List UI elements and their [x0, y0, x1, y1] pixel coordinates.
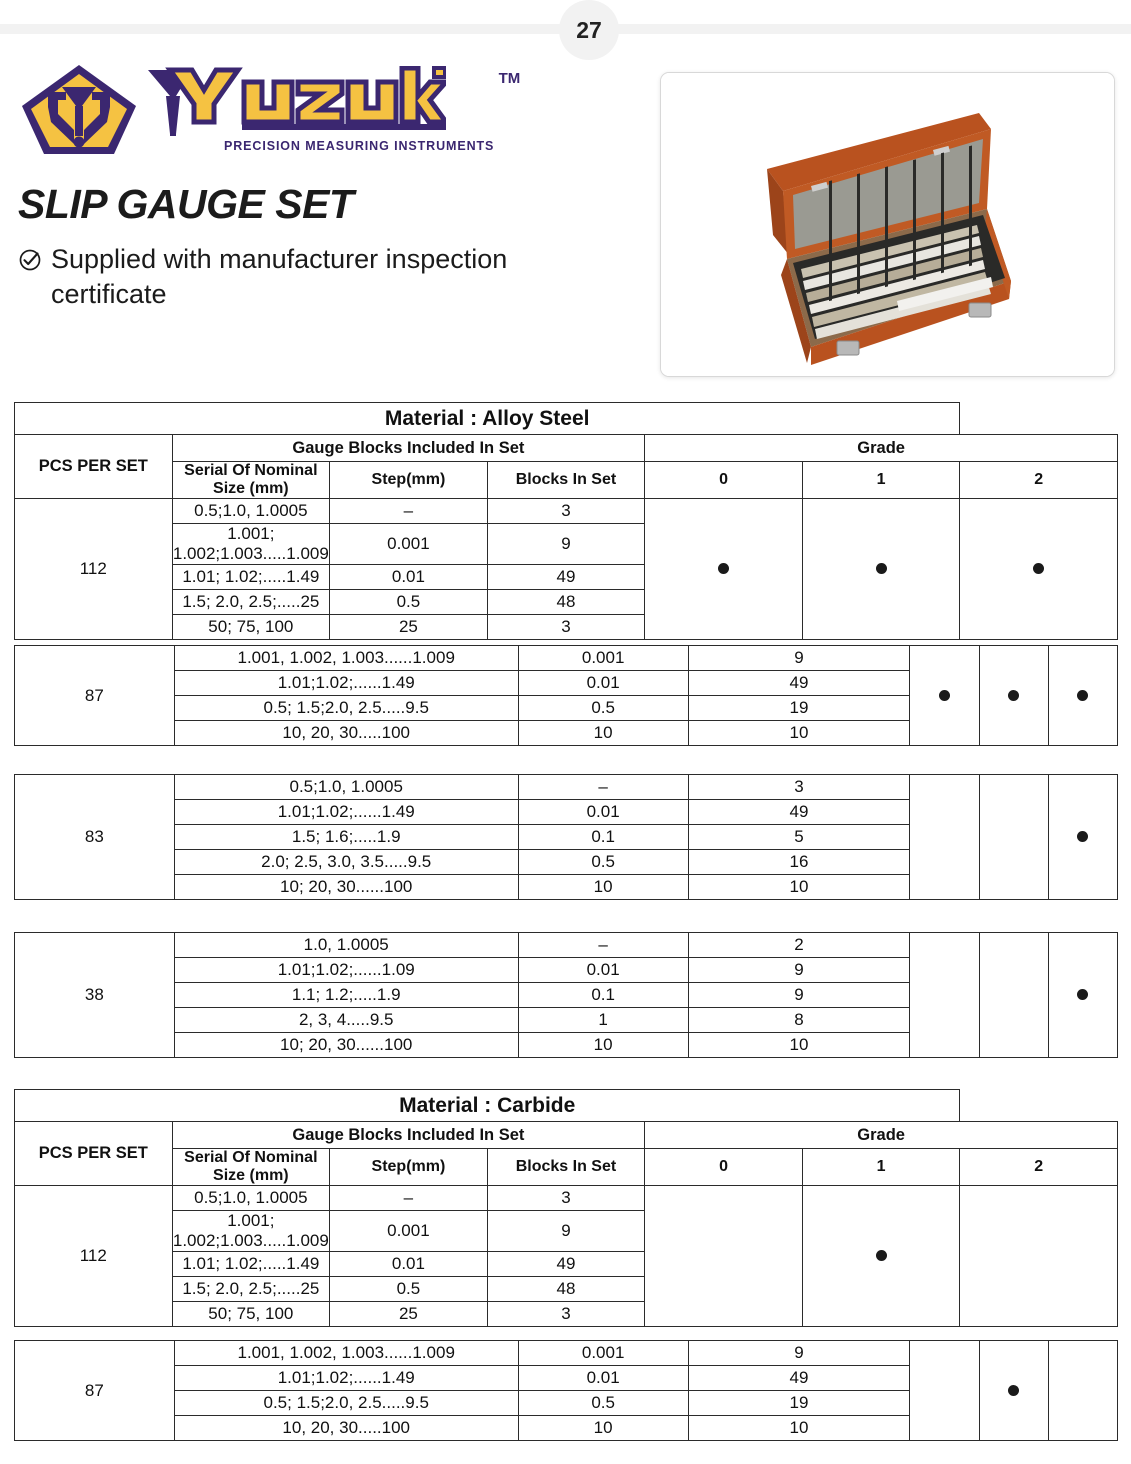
- material-header-row: [15, 403, 1118, 435]
- blocks-value: 3: [688, 775, 910, 800]
- grade-0-cell: [645, 499, 803, 640]
- step-value: 0.01: [518, 671, 688, 696]
- step-value: 10: [518, 1033, 688, 1058]
- grade-dot: [1077, 690, 1088, 701]
- spec-table-alloy-38: [14, 932, 1118, 1058]
- grade-dot: [1008, 1385, 1019, 1396]
- step-value: 25: [330, 1302, 488, 1327]
- grade-dot: [1077, 831, 1088, 842]
- material-header-row: [15, 1090, 1118, 1122]
- grade-dot: [876, 1250, 887, 1261]
- col-step: Step(mm): [330, 1149, 488, 1186]
- blocks-value: 16: [688, 850, 910, 875]
- col-grade: Grade: [645, 1122, 1118, 1149]
- grade-1-cell: [979, 933, 1048, 1058]
- grade-1-cell: [802, 499, 960, 640]
- step-value: –: [330, 1186, 488, 1211]
- serial-value: 1.1; 1.2;.....1.9: [174, 983, 518, 1008]
- step-value: –: [518, 775, 688, 800]
- grade-2-cell: [960, 499, 1118, 640]
- serial-value: 1.01;1.02;......1.09: [174, 958, 518, 983]
- serial-value: 1.0, 1.0005: [174, 933, 518, 958]
- col-blocks-in-set: Blocks In Set: [487, 1149, 645, 1186]
- trademark-symbol: TM: [498, 70, 521, 87]
- col-serial: Serial Of Nominal Size (mm): [172, 1149, 330, 1186]
- table-row: [15, 933, 1118, 958]
- pcs-value: 87: [15, 646, 175, 746]
- grade-1-cell: [979, 646, 1048, 746]
- spec-table-alloy-112: [14, 402, 1118, 640]
- serial-value: 0.5;1.0, 1.0005: [172, 499, 330, 524]
- step-value: 0.01: [330, 1252, 488, 1277]
- serial-value: 10, 20, 30.....100: [174, 721, 518, 746]
- blocks-value: 19: [688, 1391, 910, 1416]
- serial-value: 10, 20, 30.....100: [174, 1416, 518, 1441]
- serial-value: 50; 75, 100: [172, 615, 330, 640]
- step-value: 0.001: [330, 524, 488, 565]
- step-value: 0.01: [518, 1366, 688, 1391]
- serial-value: 1.01; 1.02;.....1.49: [172, 565, 330, 590]
- table-row: [15, 499, 1118, 524]
- serial-value: 1.01;1.02;......1.49: [174, 800, 518, 825]
- page-number-badge: 27: [559, 0, 619, 60]
- pcs-value: 112: [15, 1186, 173, 1327]
- col-pcs-per-set: PCS PER SET: [15, 435, 173, 499]
- check-circle-icon: [18, 248, 42, 272]
- grade-dot: [1033, 563, 1044, 574]
- serial-value: 2.0; 2.5, 3.0, 3.5.....9.5: [174, 850, 518, 875]
- brand-logo: [18, 62, 638, 157]
- step-value: 0.5: [518, 1391, 688, 1416]
- feature-text: Supplied with manufacturer inspection certificate: [51, 244, 508, 309]
- col-blocks-in-set: Blocks In Set: [487, 462, 645, 499]
- table-row: [15, 1186, 1118, 1211]
- serial-value: 0.5; 1.5;2.0, 2.5.....9.5: [174, 696, 518, 721]
- material-label: Material : Alloy Steel: [15, 403, 960, 435]
- pcs-value: 112: [15, 499, 173, 640]
- serial-value: 1.5; 1.6;.....1.9: [174, 825, 518, 850]
- blocks-value: 9: [688, 1341, 910, 1366]
- grade-dot: [939, 690, 950, 701]
- blocks-value: 48: [487, 590, 645, 615]
- blocks-value: 3: [487, 499, 645, 524]
- col-pcs-per-set: PCS PER SET: [15, 1122, 173, 1186]
- serial-value: 2, 3, 4.....9.5: [174, 1008, 518, 1033]
- grade-0-cell: [910, 1341, 979, 1441]
- step-value: 25: [330, 615, 488, 640]
- serial-value: 50; 75, 100: [172, 1302, 330, 1327]
- table-row: [15, 1341, 1118, 1366]
- grade-dot: [1008, 690, 1019, 701]
- col-gauge-blocks-included: Gauge Blocks Included In Set: [172, 435, 645, 462]
- grade-0-cell: [910, 646, 979, 746]
- blocks-value: 9: [688, 983, 910, 1008]
- blocks-value: 49: [487, 565, 645, 590]
- grade-2-cell: [1048, 1341, 1117, 1441]
- grade-0-cell: [910, 775, 979, 900]
- feature-bullet: [18, 242, 638, 311]
- step-value: 0.001: [518, 646, 688, 671]
- grade-1-cell: [802, 1186, 960, 1327]
- serial-value: 10; 20, 30......100: [174, 875, 518, 900]
- blocks-value: 49: [487, 1252, 645, 1277]
- page-header: [18, 62, 638, 311]
- blocks-value: 9: [688, 958, 910, 983]
- grade-2-cell: [1048, 933, 1117, 1058]
- blocks-value: 19: [688, 696, 910, 721]
- spec-table-carbide-112: [14, 1089, 1118, 1327]
- step-value: 0.1: [518, 983, 688, 1008]
- step-value: 0.001: [518, 1341, 688, 1366]
- col-step: Step(mm): [330, 462, 488, 499]
- blocks-value: 48: [487, 1277, 645, 1302]
- spec-table-carbide-87: [14, 1340, 1118, 1441]
- col-grade: Grade: [645, 435, 1118, 462]
- step-value: 0.01: [518, 800, 688, 825]
- slip-gauge-case-illustration: [661, 73, 1115, 377]
- serial-value: 1.001; 1.002;1.003.....1.009: [172, 1211, 329, 1250]
- col-gauge-blocks-included: Gauge Blocks Included In Set: [172, 1122, 645, 1149]
- serial-value: 0.5;1.0, 1.0005: [174, 775, 518, 800]
- grade-1-cell: [979, 1341, 1048, 1441]
- product-image: [660, 72, 1115, 377]
- pcs-value: 38: [15, 933, 175, 1058]
- step-value: 0.5: [518, 850, 688, 875]
- step-value: 0.5: [518, 696, 688, 721]
- blocks-value: 9: [688, 646, 910, 671]
- serial-value: 1.5; 2.0, 2.5;.....25: [172, 590, 330, 615]
- blocks-value: 5: [688, 825, 910, 850]
- blocks-value: 3: [487, 615, 645, 640]
- col-grade-0: 0: [645, 1149, 803, 1186]
- yuzuki-wordmark-icon: [146, 66, 446, 138]
- step-value: 10: [518, 1416, 688, 1441]
- step-value: 0.01: [330, 565, 488, 590]
- blocks-value: 49: [688, 800, 910, 825]
- page-title: SLIP GAUGE SET: [18, 181, 354, 227]
- step-value: –: [518, 933, 688, 958]
- blocks-value: 3: [487, 1302, 645, 1327]
- serial-value: 0.5;1.0, 1.0005: [172, 1186, 330, 1211]
- blocks-value: 2: [688, 933, 910, 958]
- sub-header-row: [15, 1149, 1118, 1186]
- serial-value: 1.001, 1.002, 1.003......1.009: [174, 646, 518, 671]
- blocks-value: 10: [688, 1033, 910, 1058]
- pcs-value: 83: [15, 775, 175, 900]
- spec-table-alloy-87: [14, 645, 1118, 746]
- step-value: 0.1: [518, 825, 688, 850]
- step-value: 0.5: [330, 1277, 488, 1302]
- grade-dot: [1077, 989, 1088, 1000]
- serial-value: 0.5; 1.5;2.0, 2.5.....9.5: [174, 1391, 518, 1416]
- blocks-value: 10: [688, 1416, 910, 1441]
- grade-0-cell: [910, 933, 979, 1058]
- step-value: 10: [518, 875, 688, 900]
- grade-1-cell: [979, 775, 1048, 900]
- serial-value: 1.01;1.02;......1.49: [174, 1366, 518, 1391]
- brand-tagline: PRECISION MEASURING INSTRUMENTS: [224, 139, 495, 153]
- step-value: –: [330, 499, 488, 524]
- blocks-value: 8: [688, 1008, 910, 1033]
- blocks-value: 9: [487, 1211, 645, 1252]
- step-value: 0.001: [330, 1211, 488, 1252]
- table-row: [15, 646, 1118, 671]
- blocks-value: 10: [688, 875, 910, 900]
- grade-2-cell: [1048, 646, 1117, 746]
- col-grade-2: 2: [960, 1149, 1118, 1186]
- blocks-value: 49: [688, 1366, 910, 1391]
- step-value: 0.01: [518, 958, 688, 983]
- serial-value: 1.01; 1.02;.....1.49: [172, 1252, 330, 1277]
- pcs-value: 87: [15, 1341, 175, 1441]
- material-label: Material : Carbide: [15, 1090, 960, 1122]
- step-value: 0.5: [330, 590, 488, 615]
- group-header-row: [15, 435, 1118, 462]
- serial-value: 1.001, 1.002, 1.003......1.009: [174, 1341, 518, 1366]
- serial-value: 10; 20, 30......100: [174, 1033, 518, 1058]
- grade-2-cell: [1048, 775, 1117, 900]
- col-grade-0: 0: [645, 462, 803, 499]
- col-grade-2: 2: [960, 462, 1118, 499]
- brand-wordmark: [146, 66, 521, 153]
- step-value: 1: [518, 1008, 688, 1033]
- sub-header-row: [15, 462, 1118, 499]
- grade-dot: [876, 563, 887, 574]
- serial-value: 1.001; 1.002;1.003.....1.009: [172, 524, 329, 563]
- step-value: 10: [518, 721, 688, 746]
- blocks-value: 3: [487, 1186, 645, 1211]
- blocks-value: 10: [688, 721, 910, 746]
- col-grade-1: 1: [802, 1149, 960, 1186]
- blocks-value: 49: [688, 671, 910, 696]
- serial-value: 1.5; 2.0, 2.5;.....25: [172, 1277, 330, 1302]
- yuzuki-shield-icon: [18, 62, 140, 157]
- grade-dot: [718, 563, 729, 574]
- table-row: [15, 775, 1118, 800]
- grade-2-cell: [960, 1186, 1118, 1327]
- spec-table-alloy-83: [14, 774, 1118, 900]
- serial-value: 1.01;1.02;......1.49: [174, 671, 518, 696]
- grade-0-cell: [645, 1186, 803, 1327]
- col-serial: Serial Of Nominal Size (mm): [172, 462, 330, 499]
- col-grade-1: 1: [802, 462, 960, 499]
- group-header-row: [15, 1122, 1118, 1149]
- blocks-value: 9: [487, 524, 645, 565]
